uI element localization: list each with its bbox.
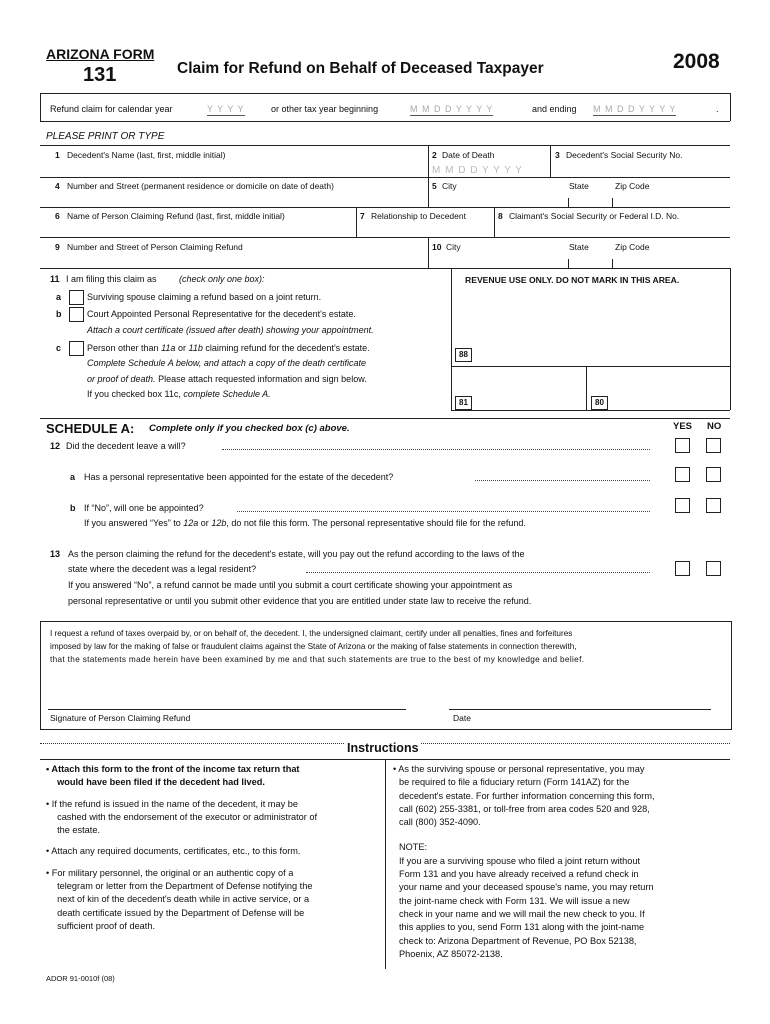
instruction-bullet [46,845,381,858]
relationship-label: Relationship to Decedent [371,211,466,221]
field-6-number: 6 [55,211,60,221]
line-11a-letter: a [56,292,62,302]
claimant-street-label: Number and Street of Person Claiming Refund [67,242,243,252]
instruction-bullet [46,867,381,933]
declaration-line-2: imposed by law for the making of false or fraudulent claims against the State of Arizona or the making of false statements in connection therewith, [50,642,577,651]
print-type-label: PLEASE PRINT OR TYPE [46,131,165,142]
line-11c-sub-1: Complete Schedule A below, and attach a copy of the death certificate [87,358,367,368]
field-3-number: 3 [555,150,560,160]
q12b-note-2: , do not file this form. The personal representative should file for the refund. [226,518,526,528]
schedule-a-subtitle: Complete only if you checked box (c) above. [149,423,350,434]
claimant-street-input[interactable] [46,253,424,267]
note-text [393,855,727,961]
instruction-line: be required to file a fiduciary return (Form 141AZ) for the [399,777,630,788]
q12b-note-ref-12a: 12a [183,518,199,528]
begin-date-input[interactable]: M M D D Y Y Y Y [410,104,494,114]
declaration-line-1: I request a refund of taxes overpaid by, or on behalf of, the decedent. I, the undersigned claimant, certify under all penalties, fines and forfeitures [50,629,573,638]
line-11c-sub-2b: Please attach requested information and sign below. [158,374,367,384]
date-of-death-label: Date of Death [442,150,495,160]
line-11b-text: Court Appointed Personal Representative for the decedent's estate. [87,309,356,319]
decedent-city-input[interactable] [432,192,562,206]
date-label: Date [453,713,471,723]
field-4-number: 4 [55,181,60,191]
instruction-line: telegram or letter from the Department of Defense notifying the [52,881,313,892]
line-11b-checkbox[interactable] [69,307,84,322]
revenue-box-81: 81 [455,396,472,410]
date-input[interactable] [449,690,711,708]
instruction-line: death certificate issued by the Department of Defense will be [52,907,305,918]
note-line: If you are a surviving spouse who filed a joint return without [399,855,641,866]
claimant-state-label: State [569,242,589,252]
revenue-box-80: 80 [591,396,608,410]
q13-line-2: state where the decedent was a legal resident? [68,564,257,574]
line-11a-text: Surviving spouse claiming a refund based on a joint return. [87,292,322,302]
q12a-no-checkbox[interactable] [706,467,721,482]
claimant-city-label: City [446,242,461,252]
note-line: Phoenix, AZ 85072-2138. [399,948,503,959]
field-1-number: 1 [55,150,60,160]
form-year: 2008 [673,50,720,73]
signature-input[interactable] [48,690,406,708]
no-header: NO [707,421,722,432]
line-11c-ref-11b: 11b [188,343,203,353]
q13-number: 13 [50,549,61,559]
line-11c-ref-11a: 11a [161,343,176,353]
instruction-line: • Attach any required documents, certificates, etc., to this form. [46,846,301,857]
instruction-line: decedent's estate. For further information concerning this form, [399,790,655,801]
line-11-number: 11 [50,274,60,284]
line-11c-sub-2a: or proof of death. [87,374,156,384]
field-2-number: 2 [432,150,437,160]
tax-year-beginning-label: or other tax year beginning [271,104,379,114]
line-11c-sub-2 [87,374,367,385]
note-line: check to: Arizona Department of Revenue, PO Box 52138, [399,935,637,946]
instruction-line: • If the refund is issued in the name of the decedent, it may be [46,798,298,809]
end-date-input[interactable]: M M D D Y Y Y Y [593,104,677,114]
relationship-input[interactable] [360,222,490,236]
line-11c-sub-3a: If you checked box 11c, [87,389,181,399]
field-5-number: 5 [432,181,437,191]
q12b-letter: b [70,503,76,513]
note-line: Form 131 and you have already received a refund check in [399,869,639,880]
instructions-title: Instructions [347,741,419,755]
q12-no-checkbox[interactable] [706,438,721,453]
decedent-name-label: Decedent's Name (last, first, middle initial) [67,150,226,160]
instruction-bullet [46,798,381,838]
note-label: NOTE: [399,842,428,853]
form-number: 131 [83,64,117,86]
claimant-zip-label: Zip Code [615,242,650,252]
date-of-death-input[interactable]: M M D D Y Y Y Y [432,165,523,176]
q12b-text: If “No”, will one be appointed? [84,503,204,513]
form-label: ARIZONA FORM [46,46,155,62]
q12b-note-ref-12b: 12b [211,518,227,528]
form-title: Claim for Refund on Behalf of Deceased Taxpayer [177,60,544,77]
line-11c-or: or [177,343,186,353]
q12a-text: Has a personal representative been appointed for the estate of the decedent? [84,472,394,482]
calendar-year-label: Refund claim for calendar year [50,104,173,114]
q12-text: Did the decedent leave a will? [66,441,186,451]
instructions-right [393,763,727,961]
decedent-state-label: State [569,181,589,191]
q13-line-1: As the person claiming the refund for the decedent's estate, will you pay out the refund according to the laws of the [68,549,525,559]
decedent-zip-label: Zip Code [615,181,650,191]
line-11c-checkbox[interactable] [69,341,84,356]
instruction-line: would have been filed if the decedent had lived. [52,777,265,788]
instructions-right-bullet [393,763,727,829]
instruction-bullet [46,763,381,790]
line-11c-text-2: claiming refund for the decedent's estate. [205,343,370,353]
note-line: the joint-name check with Form 131. We will issue a new [399,895,630,906]
q12b-note-1: If you answered “Yes” to [84,518,181,528]
schedule-a-title: SCHEDULE A: [46,421,135,436]
q13-no-checkbox[interactable] [706,561,721,576]
q12b-no-checkbox[interactable] [706,498,721,513]
instruction-line: call (800) 352-4090. [399,817,481,828]
field-8-number: 8 [498,211,503,221]
form-footer: ADOR 91-0010f (08) [46,974,115,983]
field-9-number: 9 [55,242,60,252]
yes-header: YES [673,421,693,432]
q13-line-3: If you answered “No”, a refund cannot be made until you submit a court certificate showing your appointment as [68,580,513,590]
note-line: this applies to you, send Form 131 along with the joint-name [399,922,645,933]
instruction-line: call (602) 255-3381, or toll-free from area codes 520 and 928, [399,803,650,814]
note-line: your name and your deceased spouse's name, you may return [399,882,654,893]
q12-yes-checkbox[interactable] [675,438,690,453]
claimant-name-input[interactable] [46,222,352,236]
decedent-city-label: City [442,181,457,191]
q12b-note-or: or [200,518,209,528]
revenue-use-heading: REVENUE USE ONLY. DO NOT MARK IN THIS AREA. [465,275,680,285]
decedent-street-label: Number and Street (permanent residence or domicile on date of death) [67,181,334,191]
line-11c-sub-3b: complete Schedule A. [183,389,271,399]
q12a-letter: a [70,472,76,482]
instruction-line: the estate. [52,825,101,836]
calendar-year-input[interactable]: Y Y Y Y [207,104,245,114]
revenue-box-88: 88 [455,348,472,362]
q12-number: 12 [50,441,61,451]
line-11c-text-1: Person other than [87,343,159,353]
line-11b-sub: Attach a court certificate (issued after death) showing your appointment. [87,325,374,335]
claimant-city-input[interactable] [432,253,562,267]
instructions-left [46,763,381,941]
line-11-intro-italic: (check only one box): [179,274,265,284]
field-10-number: 10 [432,242,442,252]
instruction-line: sufficient proof of death. [52,920,156,931]
q13-line-4: personal representative or until you submit other evidence that you are entitled under state law to receive the refund. [68,596,532,606]
decedent-name-input[interactable] [46,162,424,176]
field-7-number: 7 [360,211,365,221]
decedent-ssn-label: Decedent's Social Security No. [566,150,683,160]
line-11b-letter: b [56,309,62,319]
declaration-line-3: that the statements made herein have been examined by me and that such statements are true to the best of my knowledge and belief. [50,655,585,664]
claimant-name-label: Name of Person Claiming Refund (last, first, middle initial) [67,211,285,221]
decedent-ssn-input[interactable] [554,162,726,176]
claimant-ssn-label: Claimant's Social Security or Federal I.D. No. [509,211,680,221]
ending-label: and ending [532,104,577,114]
line-11-intro: I am filing this claim as [66,274,157,284]
line-11c-sub-3 [87,389,271,400]
line-11c-text [87,343,370,354]
instruction-line: • Attach this form to the front of the income tax return that [46,764,300,774]
instruction-line: next of kin of the decedent's death while in active service, or a [52,894,310,905]
line-11a-checkbox[interactable] [69,290,84,305]
decedent-street-input[interactable] [46,192,424,206]
note-line: check in your name and we will mail the new check to you. If [399,908,645,919]
q13-yes-checkbox[interactable] [675,561,690,576]
instruction-line: cashed with the endorsement of the executor or administrator of [52,811,318,822]
signature-label: Signature of Person Claiming Refund [50,713,191,723]
claimant-ssn-input[interactable] [498,222,726,236]
q12b-note [84,518,526,529]
line-11c-letter: c [56,343,62,353]
instruction-line: • As the surviving spouse or personal representative, you may [393,764,645,774]
q12b-yes-checkbox[interactable] [675,498,690,513]
instruction-line: • For military personnel, the original or an authentic copy of a [46,867,294,878]
q12a-yes-checkbox[interactable] [675,467,690,482]
